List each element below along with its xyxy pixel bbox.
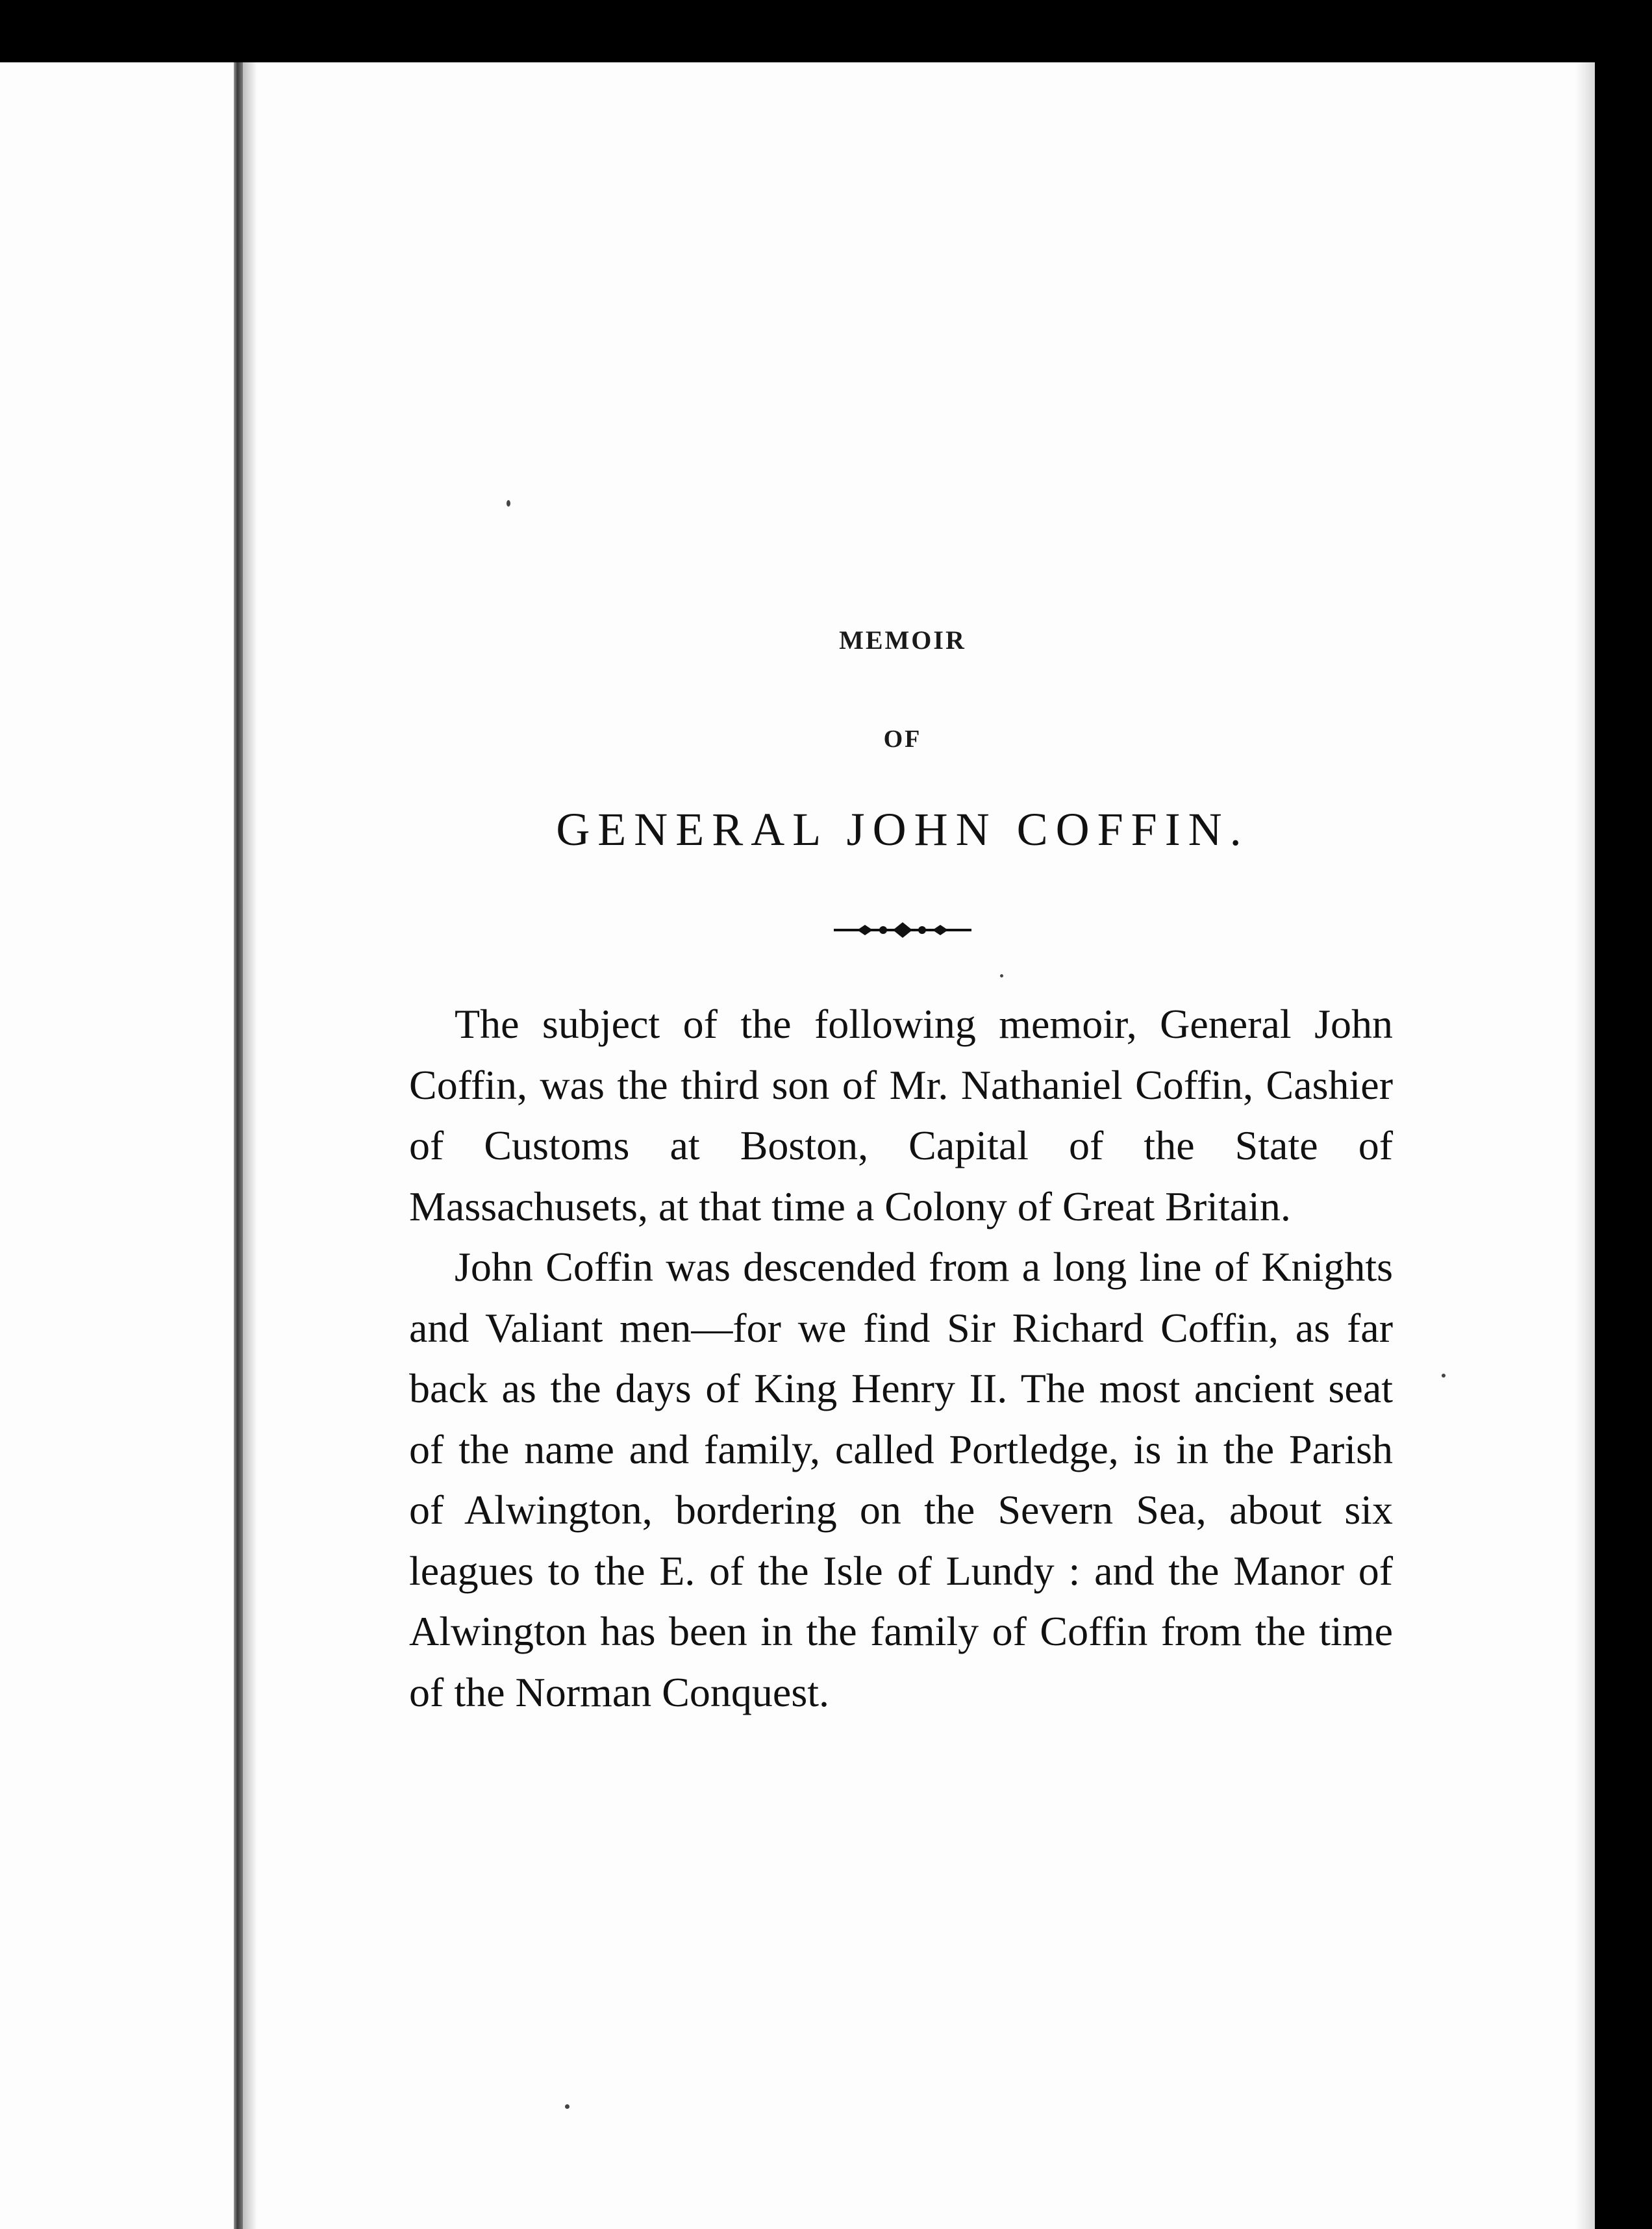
paragraph-2: John Coffin was descended from a long line of Knights and Valiant men—for we find Sir Richard Coffin, as far back as the days of King Henry II. The most ancient seat of the name and family, called Portledge, is in the Parish of Alwington, bordering on the Severn Sea, about six leagues to the E. of the Isle of Lundy : and the Manor of Alwington has been in the family of Coffin from the time of the Norman Conquest. [409, 1244, 1393, 1715]
heading-memoir: MEMOIR [839, 625, 966, 655]
book-binding-edge [234, 62, 243, 2229]
scan-speck [1442, 1374, 1446, 1378]
paragraph-1: The subject of the following memoir, General John Coffin, was the third son of Mr. Nathaniel Coffin, Cashier of Customs at Boston, Capital of the State of Massachusets, at that time a Colony of Great Britain. [409, 1001, 1393, 1229]
page-edge [1575, 62, 1595, 2229]
scan-speck [507, 500, 510, 507]
scan-speck [1000, 974, 1003, 977]
heading-of: OF [883, 725, 922, 753]
binding-shadow [243, 62, 257, 2229]
page-title: GENERAL JOHN COFFIN. [556, 803, 1249, 855]
scan-speck [565, 2104, 569, 2109]
memoir-body [409, 994, 1393, 1722]
decorative-rule-icon [831, 917, 974, 943]
